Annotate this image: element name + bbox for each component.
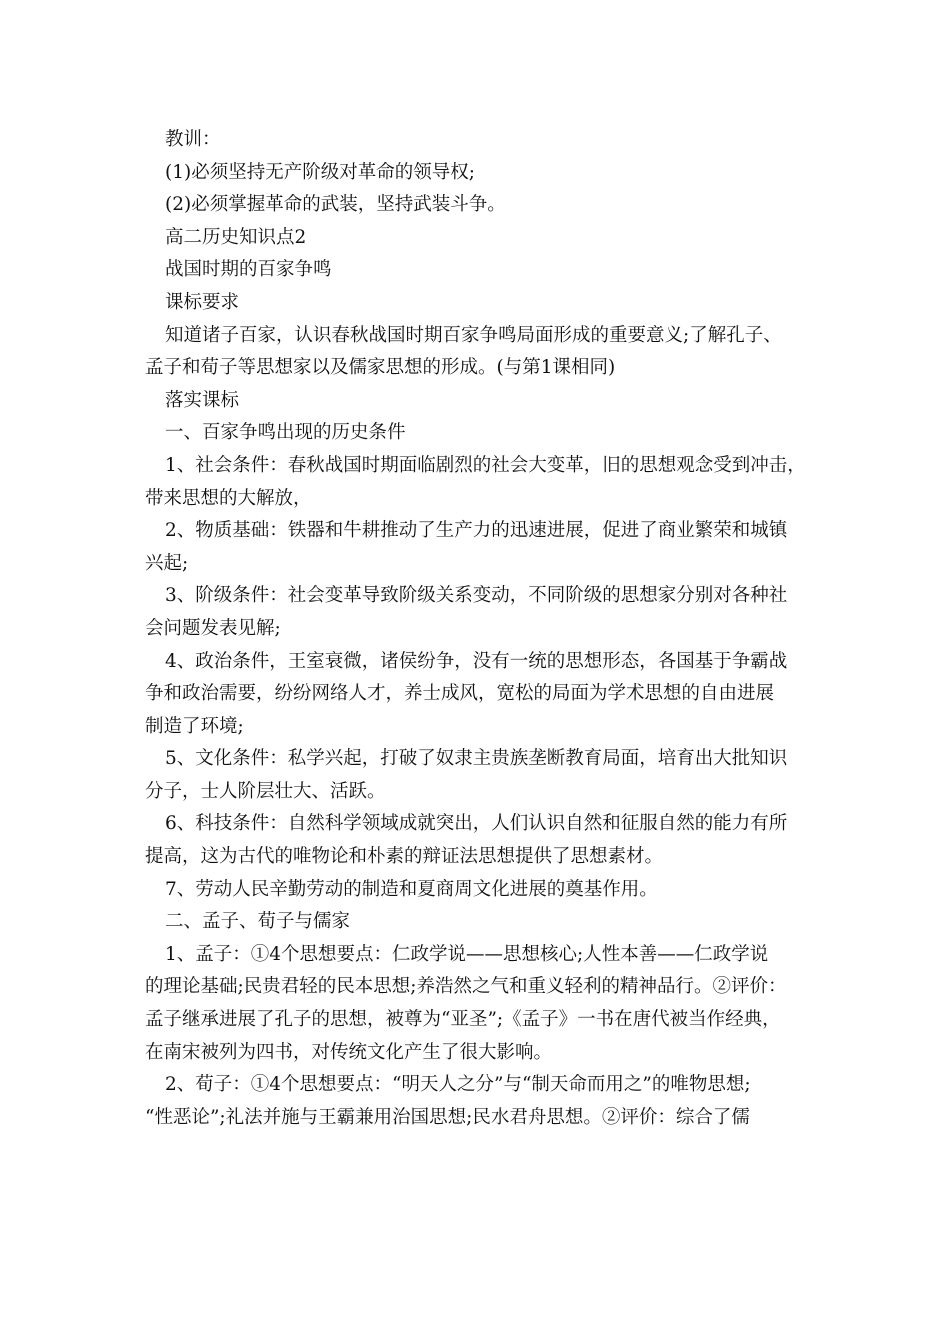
text-line: 1、社会条件：春秋战国时期面临剧烈的社会大变革，旧的思想观念受到冲击， [165, 454, 806, 476]
text-line: 3、阶级条件：社会变革导致阶级关系变动，不同阶级的思想家分别对各种社 [165, 585, 788, 607]
text-line: (2)必须掌握革命的武装，坚持武装斗争。 [165, 194, 506, 216]
text-line: 孟子继承进展了孔子的思想，被尊为“亚圣”;《孟子》一书在唐代被当作经典， [145, 1009, 781, 1031]
text-line: 在南宋被列为四书，对传统文化产生了很大影响。 [145, 1041, 553, 1063]
text-line: 争和政治需要，纷纷网络人才，养士成风，宽松的局面为学术思想的自由进展 [145, 683, 775, 705]
section-heading: 课标要求 [165, 291, 240, 313]
text-line: 7、劳动人民辛勤劳动的制造和夏商周文化进展的奠基作用。 [165, 878, 658, 900]
section-heading: 高二历史知识点2 [165, 226, 307, 248]
text-line: 5、文化条件：私学兴起，打破了奴隶主贵族垄断教育局面，培育出大批知识 [165, 748, 788, 770]
text-line: 兴起; [145, 552, 189, 574]
text-line: 1、孟子：①4个思想要点：仁政学说——思想核心;人性本善——仁政学说 [165, 943, 769, 965]
section-heading: 二、孟子、荀子与儒家 [165, 911, 351, 933]
text-line: 6、科技条件：自然科学领域成就突出，人们认识自然和征服自然的能力有所 [165, 813, 788, 835]
text-line: 带来思想的大解放， [145, 487, 312, 509]
section-heading: 落实课标 [165, 389, 240, 411]
text-line: 4、政治条件，王室衰微，诸侯纷争，没有一统的思想形态，各国基于争霸战 [165, 650, 788, 672]
text-line: 教训： [165, 129, 221, 150]
text-line: 2、荀子：①4个思想要点：“明天人之分”与“制天命而用之”的唯物思想; [165, 1074, 751, 1096]
text-line: 制造了环境; [145, 715, 244, 737]
text-line: (1)必须坚持无产阶级对革命的领导权; [165, 161, 475, 183]
document-body [145, 124, 810, 1134]
text-line: 分子，士人阶层壮大、活跃。 [145, 780, 386, 802]
text-line: 2、物质基础：铁器和牛耕推动了生产力的迅速进展，促进了商业繁荣和城镇 [165, 520, 788, 542]
section-heading: 战国时期的百家争鸣 [165, 259, 332, 281]
section-heading: 一、百家争鸣出现的历史条件 [165, 422, 406, 444]
text-line: 孟子和荀子等思想家以及儒家思想的形成。(与第1课相同) [145, 357, 616, 379]
text-line: 会问题发表见解; [145, 617, 281, 639]
text-line: 提高，这为古代的唯物论和朴素的辩证法思想提供了思想素材。 [145, 846, 664, 868]
text-line: 的理论基础;民贵君轻的民本思想;养浩然之气和重义轻利的精神品行。②评价： [145, 976, 787, 998]
text-line: “性恶论”;礼法并施与王霸兼用治国思想;民水君舟思想。②评价：综合了儒 [145, 1106, 750, 1128]
text-line: 知道诸子百家，认识春秋战国时期百家争鸣局面形成的重要意义;了解孔子、 [165, 324, 782, 346]
